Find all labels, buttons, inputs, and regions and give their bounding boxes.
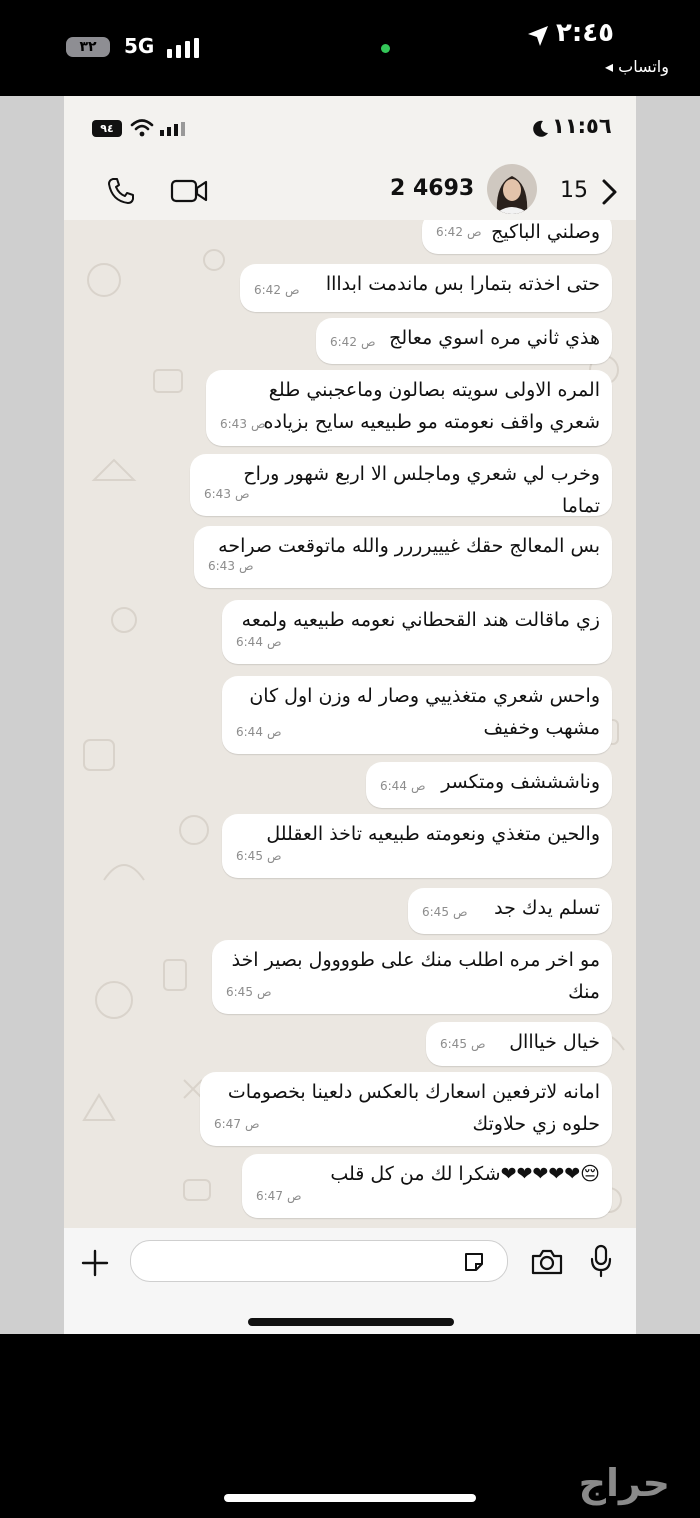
home-indicator — [224, 1494, 476, 1502]
unread-count[interactable]: 15 — [560, 178, 588, 203]
message-time: 6:43 ص — [220, 417, 266, 431]
message-text: واحس شعري متغذييي وصار له وزن اول كان مشهب وخفيف — [249, 685, 600, 739]
svg-text:حراج: حراج — [578, 1461, 670, 1505]
message-text: خيال خيااال — [509, 1031, 600, 1053]
clock: ١١:٥٦ — [552, 114, 612, 138]
message-text: المره الاولى سويته بصالون وماعجبني طلع شعري واقف نعومته مو طبيعيه سايح بزياده — [263, 379, 600, 433]
home-indicator — [248, 1318, 454, 1326]
signal-icon — [167, 38, 207, 58]
whatsapp-chat-screen — [64, 96, 636, 1334]
message-text: وصلني الباكيج — [491, 221, 600, 243]
network-type: 5G — [124, 34, 155, 58]
message-bubble[interactable] — [222, 814, 612, 878]
message-bubble[interactable] — [240, 264, 612, 312]
message-input[interactable] — [130, 1240, 508, 1282]
video-call-icon[interactable] — [170, 178, 208, 204]
message-text: تسلم يدك جد — [494, 897, 600, 919]
message-bubble[interactable] — [366, 762, 612, 808]
message-time: 6:43 ص — [208, 559, 254, 573]
wifi-icon — [130, 118, 154, 138]
clock: ٢:٤٥ — [556, 18, 615, 48]
message-time: 6:44 ص — [236, 635, 282, 649]
battery-indicator: ٩٤ — [92, 120, 122, 137]
compose-bar — [64, 1228, 636, 1334]
message-bubble[interactable] — [200, 1072, 612, 1146]
outer-status-bar — [0, 0, 700, 96]
message-bubble[interactable] — [242, 1154, 612, 1218]
message-bubble[interactable] — [222, 600, 612, 664]
message-time: 6:47 ص — [214, 1117, 260, 1131]
message-time: 6:42 ص — [330, 335, 376, 349]
message-text: هذي ثاني مره اسوي معالج — [389, 327, 600, 349]
message-time: 6:45 ص — [236, 849, 282, 863]
message-text: والحين متغذي ونعومته طبيعيه تاخذ العقللل — [266, 823, 600, 845]
microphone-icon[interactable] — [590, 1244, 612, 1278]
message-time: 6:47 ص — [256, 1189, 302, 1203]
location-arrow-icon — [526, 24, 550, 48]
camera-icon[interactable] — [530, 1248, 564, 1276]
contact-avatar[interactable] — [487, 164, 537, 214]
contact-name[interactable]: 2 4693 — [390, 176, 475, 201]
back-to-app-link[interactable]: ◂ واتساب — [605, 57, 669, 76]
message-text: 😔❤❤❤❤❤شكرا لك من كل قلب — [330, 1163, 600, 1185]
phone-call-icon[interactable] — [106, 176, 136, 206]
haraj-watermark — [500, 1458, 680, 1508]
message-bubble[interactable] — [194, 526, 612, 588]
plus-icon[interactable] — [80, 1248, 110, 1278]
message-bubble[interactable] — [206, 370, 612, 446]
message-time: 6:43 ص — [204, 487, 250, 501]
message-bubble[interactable] — [408, 888, 612, 934]
message-time: 6:45 ص — [226, 985, 272, 999]
message-bubble[interactable] — [222, 676, 612, 754]
message-time: 6:45 ص — [440, 1037, 486, 1051]
message-text: وناشششف ومتكسر — [441, 771, 600, 793]
message-list[interactable] — [64, 220, 636, 1228]
signal-icon — [160, 122, 186, 136]
message-time: 6:44 ص — [236, 725, 282, 739]
battery-indicator: ٣٢ — [66, 37, 110, 57]
message-text: بس المعالج حقك غيييرررر والله ماتوقعت صراحه — [218, 535, 600, 557]
moon-icon — [530, 119, 550, 139]
haraj-logo — [500, 1458, 680, 1508]
message-time: 6:42 ص — [436, 225, 482, 239]
message-bubble[interactable] — [422, 220, 612, 254]
message-time: 6:44 ص — [380, 779, 426, 793]
message-text: زي ماقالت هند القحطاني نعومه طبيعيه ولمعه — [241, 609, 600, 631]
message-text: مو اخر مره اطلب منك على طوووول بصير اخذ منك — [231, 949, 600, 1003]
message-bubble[interactable] — [212, 940, 612, 1014]
message-time: 6:45 ص — [422, 905, 468, 919]
message-time: 6:42 ص — [254, 283, 300, 297]
back-chevron-icon[interactable] — [600, 178, 620, 206]
sticker-icon[interactable] — [462, 1250, 486, 1274]
message-text: وخرب لي شعري وماجلس الا اربع شهور وراح تماما — [243, 463, 600, 517]
inner-status-bar — [64, 96, 636, 154]
message-bubble[interactable] — [426, 1022, 612, 1066]
camera-in-use-dot — [381, 44, 390, 53]
message-text: امانه لاترفعين اسعارك بالعكس دلعينا بخصومات حلوه زي حلاوتك — [227, 1081, 600, 1135]
shared-screenshot — [0, 96, 700, 1334]
message-text: حتى اخذته بتمارا بس ماندمت ابدااا — [325, 273, 600, 295]
message-bubble[interactable] — [190, 454, 612, 516]
message-bubble[interactable] — [316, 318, 612, 364]
